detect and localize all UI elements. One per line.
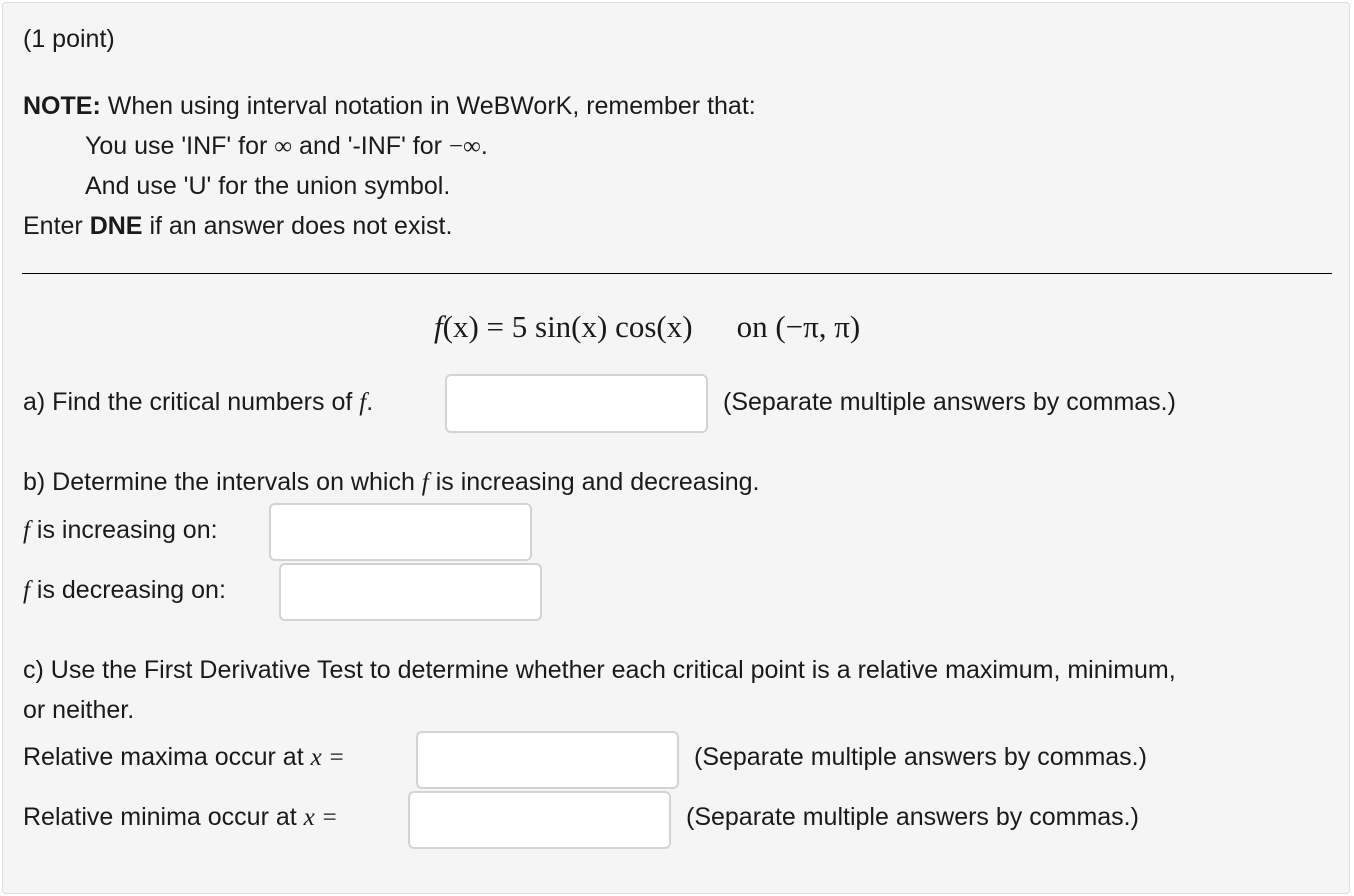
maxima-text: Relative maxima occur at (23, 743, 311, 771)
note-label: NOTE: (23, 92, 101, 120)
part-b-f: f (421, 469, 429, 496)
note-inf-mid: and '-INF' for (292, 132, 449, 160)
points-label: (1 point) (23, 25, 115, 53)
decreasing-label (23, 575, 226, 606)
note-line (23, 91, 756, 121)
relative-minima-input[interactable] (408, 791, 671, 849)
part-c-question-line2: or neither. (23, 696, 135, 724)
part-a-question (23, 387, 373, 418)
decreasing-text: is decreasing on: (29, 576, 226, 604)
minima-label (23, 802, 338, 833)
formula-domain: on (−π, π) (736, 309, 861, 344)
part-a-pre: a) Find the critical numbers of (23, 388, 360, 416)
decreasing-f: f (23, 577, 30, 604)
minima-x: x = (303, 804, 338, 831)
maxima-label (23, 742, 345, 773)
note-union-line: And use 'U' for the union symbol. (85, 172, 451, 200)
note-inf-line (85, 131, 488, 162)
increasing-f: f (23, 517, 30, 544)
part-b-post: is increasing and decreasing. (428, 468, 760, 496)
divider (22, 273, 1332, 274)
maxima-hint: (Separate multiple answers by commas.) (694, 743, 1147, 771)
dne-pre: Enter (23, 212, 90, 240)
decreasing-interval-input[interactable] (279, 563, 542, 621)
note-intro: When using interval notation in WeBWorK, remember that: (100, 92, 756, 120)
part-c-question-line1: c) Use the First Derivative Test to determine whether each critical point is a relative maximum, minimum, (23, 656, 1176, 684)
increasing-interval-input[interactable] (269, 503, 532, 561)
critical-numbers-input[interactable] (445, 374, 708, 433)
infinity-symbol: ∞ (274, 133, 293, 160)
increasing-label (23, 515, 218, 546)
note-inf-end: . (480, 132, 488, 160)
note-inf-pre: You use 'INF' for (85, 132, 275, 160)
relative-maxima-input[interactable] (416, 731, 679, 789)
minima-hint: (Separate multiple answers by commas.) (686, 803, 1139, 831)
neg-infinity-symbol: −∞ (448, 133, 481, 160)
dne-post: if an answer does not exist. (142, 212, 453, 240)
formula-f: f (434, 309, 443, 344)
part-a-f: f (359, 389, 367, 416)
function-formula (434, 308, 860, 346)
dne-line (23, 211, 452, 241)
formula-rhs: (x) = 5 sin(x) cos(x) (442, 309, 693, 344)
maxima-x: x = (310, 744, 345, 771)
dne-keyword: DNE (89, 212, 143, 240)
part-b-question (23, 467, 760, 498)
increasing-text: is increasing on: (29, 516, 218, 544)
part-b-pre: b) Determine the intervals on which (23, 468, 422, 496)
part-a-post: . (366, 388, 374, 416)
minima-text: Relative minima occur at (23, 803, 304, 831)
part-a-hint: (Separate multiple answers by commas.) (723, 388, 1176, 416)
